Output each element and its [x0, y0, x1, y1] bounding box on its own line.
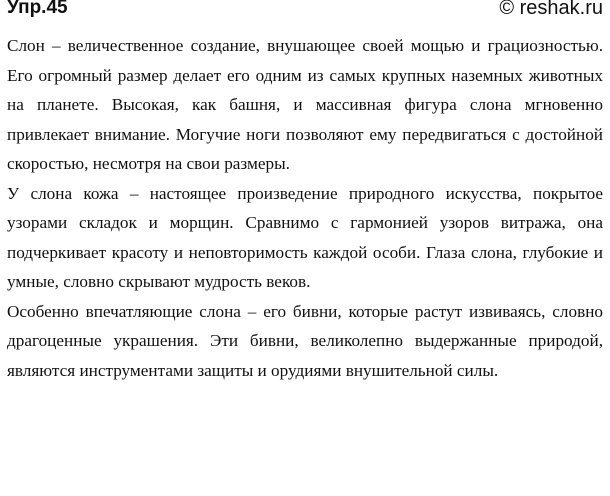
paragraph-3: Особенно впечатляющие слона – его бивни, которые растут извиваясь, словно драгоценные украшения. Эти бивни, великолепно выдержанные природой, являются инструментами защиты и орудиями внушительной силы.: [7, 301, 603, 380]
site-watermark: © reshak.ru: [499, 0, 603, 19]
paragraph-2: У слона кожа – настоящее произведение природного искусства, покрытое узорами складок и морщин. Сравнимо с гармонией узоров витража, она подчеркивает красоту и неповторимость каждой особи. Глаза слона, глубокие и умные, словно скрывают мудрость веков.: [7, 183, 603, 291]
document-page: [7, 0, 603, 385]
exercise-title: Упр.45: [7, 0, 68, 18]
header: [7, 0, 603, 24]
paragraph-1: Слон – величественное создание, внушающее своей мощью и грациозностью. Его огромный размер делает его одним из самых крупных наземных животных на планете. Высокая, как башня, и массивная фигура слона мгновенно привлекает внимание. Могучие ноги позволяют ему передвигаться с достойной скоростью, несмотря на свои размеры.: [7, 36, 603, 173]
